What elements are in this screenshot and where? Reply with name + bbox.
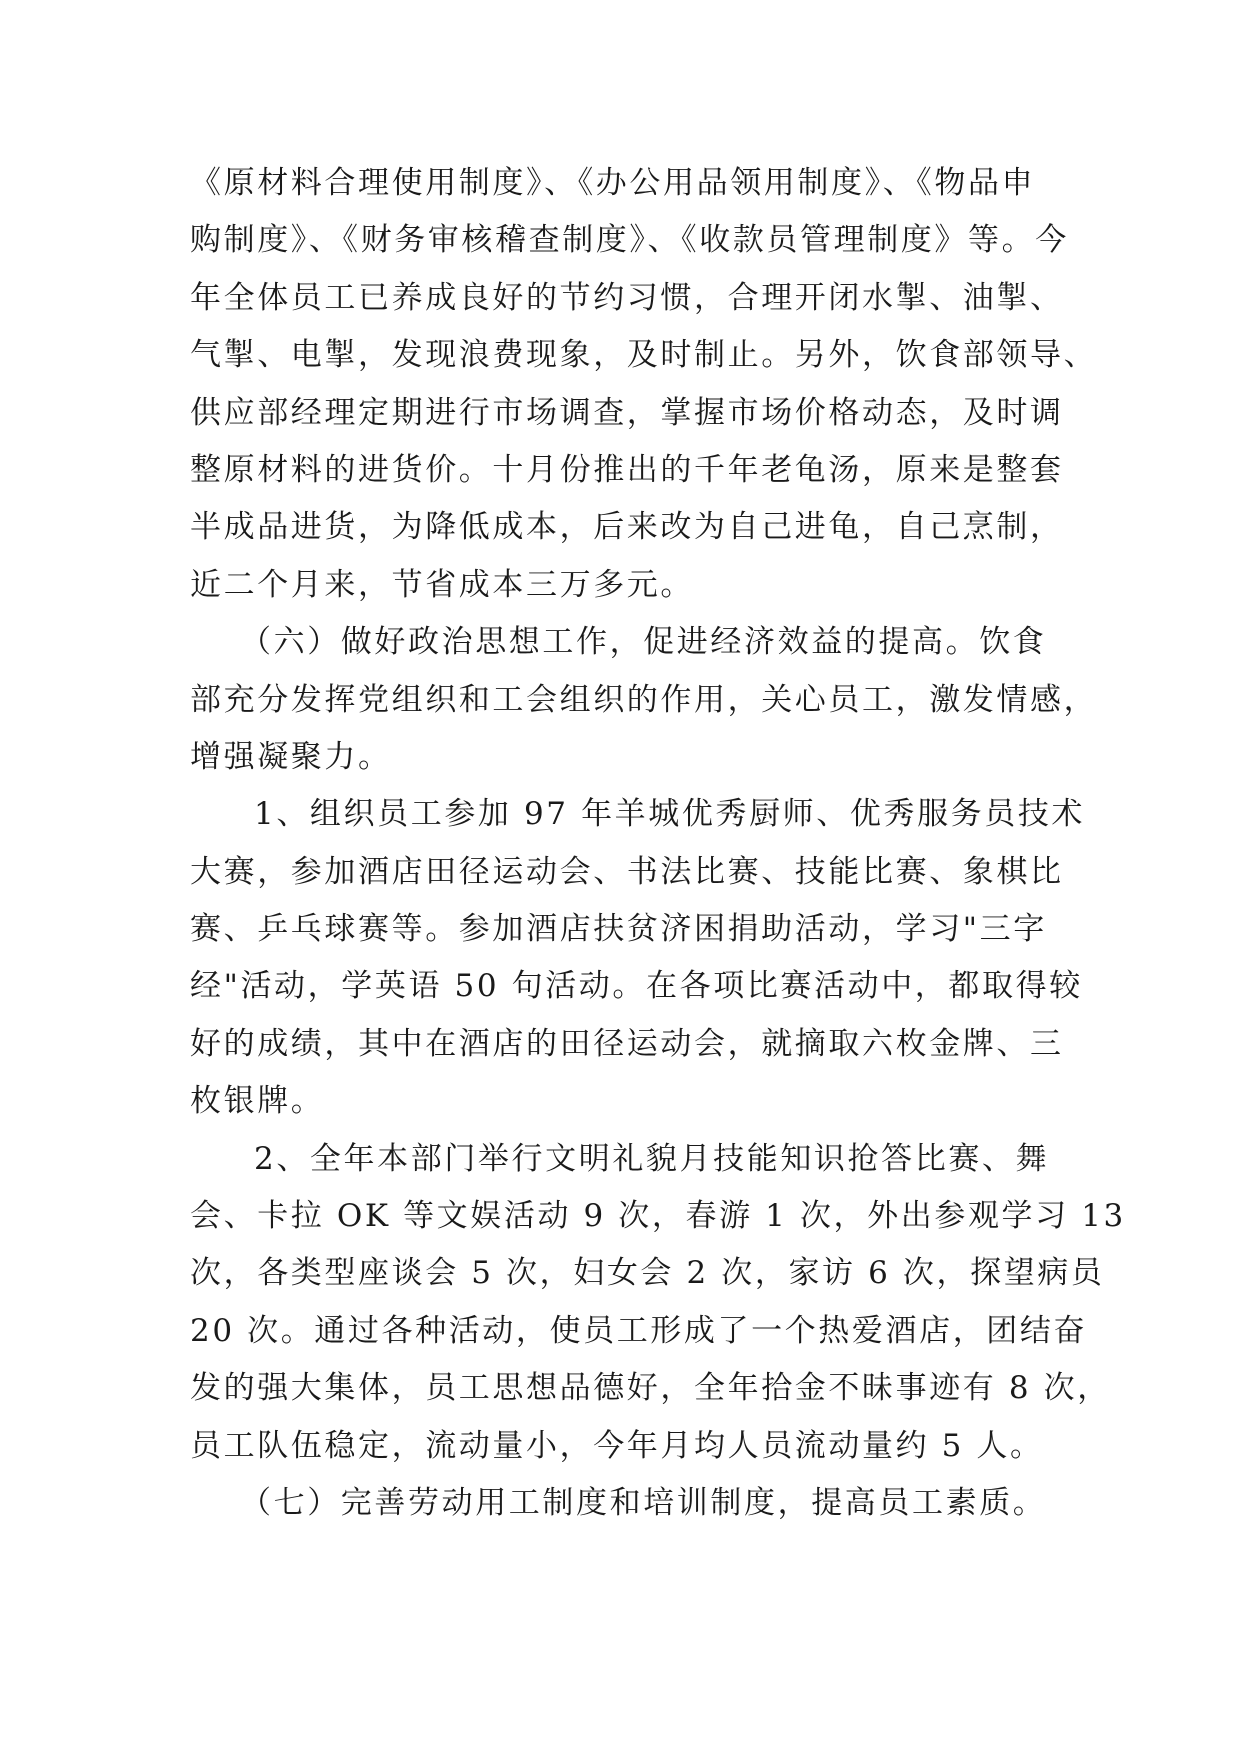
section-heading-line: （七）完善劳动用工制度和培训制度，提高员工素质。 bbox=[240, 1484, 1047, 1521]
section-heading-line: （六）做好政治思想工作，促进经济效益的提高。饮食 bbox=[240, 624, 1047, 661]
body-text bbox=[190, 155, 1126, 1532]
text-line: 增强凝聚力。 bbox=[190, 738, 392, 775]
text-line: 《原材料合理使用制度》、《办公用品领用制度》、《物品申 bbox=[190, 165, 1036, 201]
text-line: 购制度》、《财务审核稽查制度》、《收款员管理制度》等。今 bbox=[190, 222, 1069, 259]
text-line: 20 次。通过各种活动，使员工形成了一个热爱酒店，团结奋 bbox=[190, 1312, 1088, 1349]
text-line: 会、卡拉 OK 等文娱活动 9 次，春游 1 次，外出参观学习 13 bbox=[190, 1198, 1126, 1235]
text-line: 半成品进货，为降低成本，后来改为自己进龟，自己烹制， bbox=[190, 509, 1064, 546]
text-line: 枚银牌。 bbox=[190, 1083, 325, 1120]
text-line: 供应部经理定期进行市场调查，掌握市场价格动态，及时调 bbox=[190, 394, 1064, 431]
list-item-line: 1、组织员工参加 97 年羊城优秀厨师、优秀服务员技术 bbox=[254, 796, 1086, 833]
text-line: 近二个月来，节省成本三万多元。 bbox=[190, 566, 694, 603]
text-line: 发的强大集体，员工思想品德好，全年拾金不昧事迹有 8 次， bbox=[190, 1370, 1111, 1407]
text-line: 气掣、电掣，发现浪费现象，及时制止。另外，饮食部领导、 bbox=[190, 337, 1098, 374]
text-line: 年全体员工已养成良好的节约习惯，合理开闭水掣、油掣、 bbox=[190, 279, 1064, 316]
text-line: 好的成绩，其中在酒店的田径运动会，就摘取六枚金牌、三 bbox=[190, 1025, 1064, 1062]
text-line: 整原材料的进货价。十月份推出的千年老龟汤，原来是整套 bbox=[190, 451, 1064, 488]
text-line: 次，各类型座谈会 5 次，妇女会 2 次，家访 6 次，探望病员 bbox=[190, 1255, 1105, 1292]
text-line: 经"活动，学英语 50 句活动。在各项比赛活动中，都取得较 bbox=[190, 968, 1083, 1005]
text-line: 员工队伍稳定，流动量小，今年月均人员流动量约 5 人。 bbox=[190, 1427, 1044, 1464]
text-line: 部充分发挥党组织和工会组织的作用，关心员工，激发情感， bbox=[190, 681, 1098, 718]
text-line: 大赛，参加酒店田径运动会、书法比赛、技能比赛、象棋比 bbox=[190, 853, 1064, 890]
list-item-line: 2、全年本部门举行文明礼貌月技能知识抢答比赛、舞 bbox=[254, 1140, 1050, 1177]
text-line: 赛、乒乓球赛等。参加酒店扶贫济困捐助活动，学习"三字 bbox=[190, 911, 1047, 948]
